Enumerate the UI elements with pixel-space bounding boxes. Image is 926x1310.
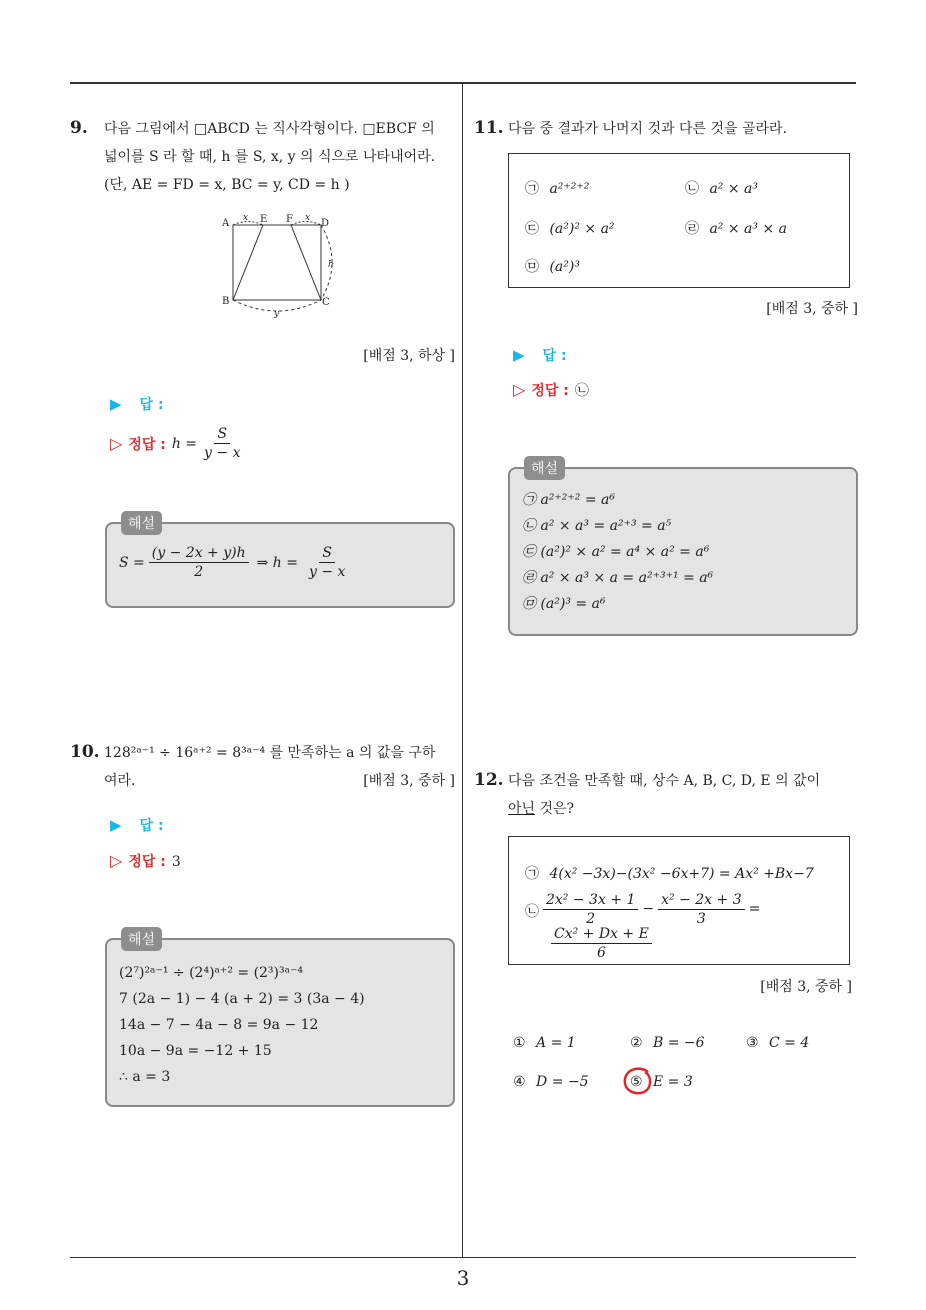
triangle-outline-icon: ▷ (110, 434, 123, 453)
condition-item (547, 925, 656, 962)
fraction-denominator: y − x (204, 445, 241, 461)
option-text: B = −6 (653, 1035, 705, 1051)
label-y: y (274, 309, 280, 319)
exp-line: ㉣ a² × a³ × a = a²⁺³⁺¹ = a⁶ (522, 570, 714, 586)
choice-mark: ㉢ (525, 221, 539, 237)
condition-text: 4(x² −3x)−(3x² −6x+7) = Ax² +Bx−7 (549, 866, 814, 882)
cond-minus: − (642, 901, 655, 917)
correct-answer (110, 851, 181, 871)
cond-equals: = (748, 901, 761, 917)
correct-label: 정답 : (128, 436, 166, 453)
option-2[interactable] (630, 1035, 705, 1051)
correct-label: 정답 : (128, 854, 166, 870)
option-mark: ⑤ (630, 1074, 643, 1090)
label-h: h (328, 260, 334, 270)
label-x1: x (243, 213, 249, 223)
fraction-numerator: (y − 2x + y)h (149, 544, 249, 563)
answer-label: 답 : (542, 348, 567, 364)
answer-label: 답 : (139, 397, 164, 413)
option-mark: ② (630, 1035, 643, 1051)
explanation-box (105, 516, 455, 608)
exp-line: 7 (2a − 1) − 4 (a + 2) = 3 (3a − 4) (119, 991, 365, 1007)
option-text: C = 4 (769, 1035, 810, 1051)
exp-line: 14a − 7 − 4a − 8 = 9a − 12 (119, 1017, 319, 1033)
fraction-denominator: 2 (586, 911, 596, 927)
arrow-icon: ▶ (110, 816, 122, 834)
option-1[interactable] (513, 1035, 576, 1051)
correct-label: 정답 : (531, 383, 569, 399)
score-label: [배점 3, 중하 ] (760, 979, 852, 995)
exp-line: ㉢ (a²)² × a² = a⁴ × a² = a⁶ (522, 544, 710, 560)
question-11 (474, 114, 859, 143)
question-12 (474, 766, 859, 823)
cond-fraction-2 (658, 891, 744, 928)
question-text: 128²ᵃ⁻¹ ÷ 16ᵃ⁺² = 8³ᵃ⁻⁴ 를 만족하는 a 의 값을 구하 (104, 745, 436, 761)
question-10 (70, 738, 455, 795)
exp-line: ∴ a = 3 (119, 1069, 171, 1085)
correct-fraction (201, 425, 243, 462)
question-text: 넓이를 S 라 할 때, h 를 S, x, y 의 식으로 나타내어라. (104, 149, 436, 165)
option-text: D = −5 (536, 1074, 589, 1090)
selected-circle-icon (621, 1066, 655, 1098)
condition-mark: ㉠ (525, 866, 539, 882)
choice-item (685, 218, 787, 238)
choice-text: (a²)³ (549, 259, 580, 275)
question-text: 다음 조건을 만족할 때, 상수 A, B, C, D, E 의 값이 (508, 773, 821, 789)
option-mark: ① (513, 1035, 526, 1051)
explanation-tag: 해설 (524, 456, 565, 480)
choice-item (685, 178, 758, 198)
question-9 (70, 114, 455, 199)
arrow-icon: ▶ (513, 346, 525, 364)
choice-mark: ㉠ (525, 181, 539, 197)
fraction-denominator: 2 (194, 564, 204, 580)
underlined-word: 아닌 (508, 801, 536, 817)
condition-box (508, 836, 850, 965)
choice-item (525, 218, 615, 238)
label-x2: x (305, 213, 311, 223)
question-number: 11. (474, 118, 504, 138)
triangle-outline-icon: ▷ (513, 380, 526, 399)
exp-line: ㉠ a²⁺²⁺² = a⁶ (522, 492, 616, 508)
question-text: 다음 중 결과가 나머지 것과 다른 것을 골라라. (508, 121, 788, 137)
choice-mark: ㉡ (685, 181, 699, 197)
condition-mark: ㉡ (525, 904, 539, 920)
choice-item (525, 256, 580, 276)
question-number: 9. (70, 118, 88, 138)
explanation-tag: 해설 (121, 927, 162, 951)
exp-line: (2⁷)²ᵃ⁻¹ ÷ (2⁴)ᵃ⁺² = (2³)³ᵃ⁻⁴ (119, 965, 304, 981)
question-condition: (단, AE = FD = x, BC = y, CD = h ) (104, 177, 350, 193)
answer-label: 답 : (139, 818, 164, 834)
label-e: E (260, 214, 268, 225)
choice-text: a²⁺²⁺² (549, 181, 590, 197)
choice-text: (a²)² × a² (549, 221, 615, 237)
page-number: 3 (456, 1266, 470, 1290)
explanation-box (105, 932, 455, 1107)
fraction-numerator: S (214, 425, 230, 444)
correct-lhs: h = (171, 435, 198, 452)
score-label: [배점 3, 하상 ] (363, 348, 455, 364)
question-number: 10. (70, 742, 100, 762)
question-text: 것은? (535, 801, 575, 817)
choice-mark: ㉣ (685, 221, 699, 237)
question-text: 다음 그림에서 □ABCD 는 직사각형이다. □EBCF 의 (104, 121, 435, 137)
option-mark: ④ (513, 1074, 526, 1090)
option-3[interactable] (746, 1035, 809, 1051)
cond-fraction-3 (551, 925, 652, 962)
question-number: 12. (474, 770, 504, 790)
cond-fraction-1 (543, 891, 638, 928)
explanation-tag: 해설 (121, 511, 162, 535)
choice-box (508, 153, 850, 288)
question-text: 여라. (104, 773, 136, 789)
answer-field[interactable] (110, 394, 164, 414)
rectangle-figure (218, 210, 348, 320)
label-d: D (321, 218, 330, 229)
fraction-denominator: 3 (696, 911, 706, 927)
triangle-outline-icon: ▷ (110, 851, 123, 870)
condition-item (525, 891, 760, 928)
exp-lhs: S = (119, 554, 145, 571)
arrow-icon: ▶ (110, 395, 122, 413)
column-divider (462, 84, 463, 1257)
score-label: [배점 3, 중하 ] (363, 773, 455, 789)
score-label: [배점 3, 중하 ] (766, 301, 858, 317)
fraction-numerator: x² − 2x + 3 (658, 891, 744, 910)
label-b: B (222, 296, 230, 307)
fraction-numerator: S (319, 544, 335, 563)
answer-field[interactable] (110, 815, 164, 835)
choice-item (525, 178, 589, 198)
option-text: E = 3 (653, 1074, 693, 1090)
choice-text: a² × a³ (709, 181, 759, 197)
option-4[interactable] (513, 1074, 589, 1090)
label-a: A (222, 218, 230, 229)
exp-fraction-2 (306, 544, 348, 581)
correct-answer (513, 380, 589, 400)
option-text: A = 1 (536, 1035, 576, 1051)
fraction-denominator: y − x (309, 564, 346, 580)
explanation-box (508, 461, 858, 636)
correct-answer (110, 425, 247, 462)
correct-value: 3 (171, 854, 181, 870)
label-c: C (322, 297, 330, 308)
answer-field[interactable] (513, 345, 567, 365)
condition-item (525, 863, 814, 883)
exp-line: ㉤ (a²)³ = a⁶ (522, 596, 606, 612)
top-rule (70, 82, 856, 84)
fraction-numerator: 2x² − 3x + 1 (543, 891, 638, 910)
exp-mid: ⇒ h = (256, 554, 298, 571)
option-mark: ③ (746, 1035, 759, 1051)
fraction-numerator: Cx² + Dx + E (551, 925, 652, 944)
label-f: F (286, 214, 293, 225)
exp-line: 10a − 9a = −12 + 15 (119, 1043, 272, 1059)
choice-mark: ㉤ (525, 259, 539, 275)
bottom-rule (70, 1257, 856, 1258)
correct-value: ㉡ (574, 383, 589, 399)
exp-line: ㉡ a² × a³ = a²⁺³ = a⁵ (522, 518, 672, 534)
fraction-denominator: 6 (596, 945, 606, 961)
choice-text: a² × a³ × a (709, 221, 787, 237)
exp-fraction (149, 544, 249, 581)
